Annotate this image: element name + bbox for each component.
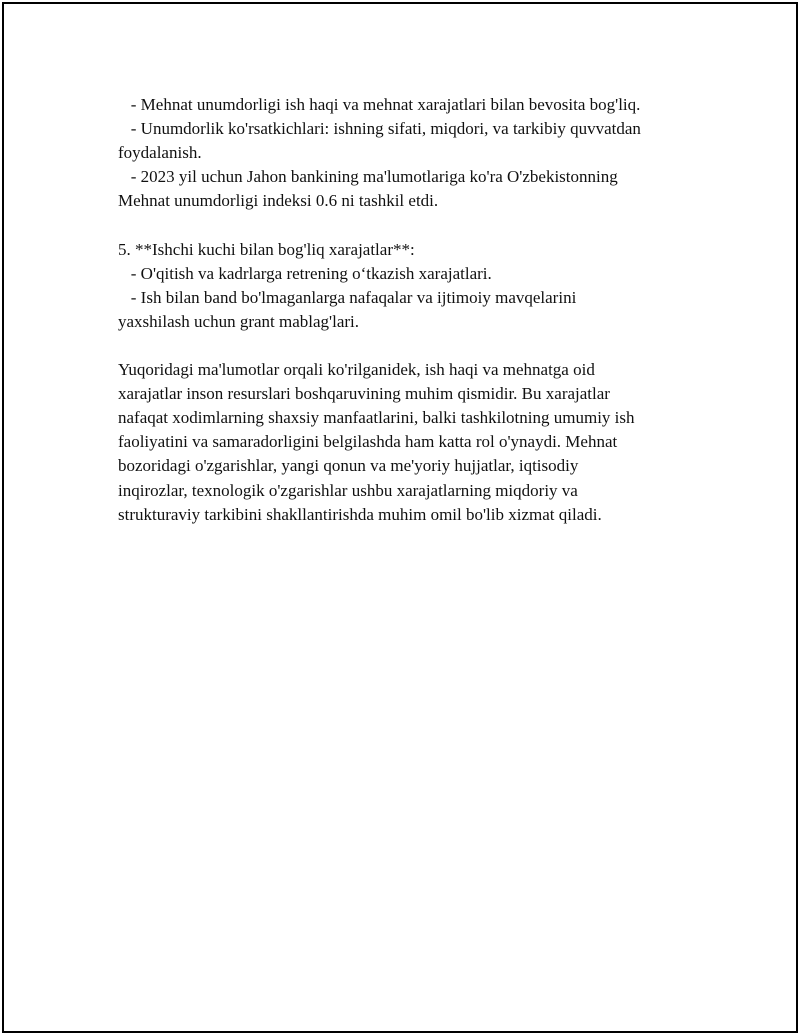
text-line: yaxshilash uchun grant mablag'lari. — [118, 311, 359, 331]
bullet-list-item — [118, 286, 758, 334]
text-line: - Unumdorlik ko'rsatkichlari: ishning sifati, miqdori, va tarkibiy quvvatdan — [118, 119, 641, 139]
conclusion-paragraph — [118, 358, 758, 527]
text-line: - 2023 yil uchun Jahon bankining ma'lumotlariga ko'ra O'zbekistonning — [118, 167, 618, 187]
bullet-list-item — [118, 117, 758, 165]
text-line: foydalanish. — [118, 143, 202, 163]
paragraph-spacer — [118, 334, 758, 358]
text-line: xarajatlar inson resurslari boshqaruvining muhim qismidir. Bu xarajatlar — [118, 384, 610, 404]
intro-bullet-list — [118, 93, 758, 213]
text-line: Mehnat unumdorligi indeksi 0.6 ni tashkil etdi. — [118, 191, 439, 211]
text-line: Yuqoridagi ma'lumotlar orqali ko'rilganidek, ish haqi va mehnatga oid — [118, 360, 595, 380]
text-line: - O'qitish va kadrlarga retrening o‘tkazish xarajatlari. — [118, 263, 492, 283]
text-line: bozoridagi o'zgarishlar, yangi qonun va me'yoriy hujjatlar, iqtisodiy — [118, 456, 579, 476]
text-line: inqirozlar, texnologik o'zgarishlar ushbu xarajatlarning miqdoriy va — [118, 480, 578, 500]
document-body — [118, 93, 758, 527]
bullet-list-item — [118, 165, 758, 213]
section-5 — [118, 238, 758, 334]
text-line: faoliyatini va samaradorligini belgilashda ham katta rol o'ynaydi. Mehnat — [118, 432, 618, 452]
text-line: nafaqat xodimlarning shaxsiy manfaatlarini, balki tashkilotning umumiy ish — [118, 408, 635, 428]
bullet-list-item — [118, 93, 758, 117]
text-line: strukturaviy tarkibini shakllantirishda muhim omil bo'lib xizmat qiladi. — [118, 504, 602, 524]
section-heading: 5. **Ishchi kuchi bilan bog'liq xarajatlar**: — [118, 239, 415, 259]
text-line: - Ish bilan band bo'lmaganlarga nafaqalar va ijtimoiy mavqelarini — [118, 287, 577, 307]
text-line: - Mehnat unumdorligi ish haqi va mehnat xarajatlari bilan bevosita bog'liq. — [118, 95, 641, 114]
bullet-list-item — [118, 262, 758, 286]
paragraph-spacer — [118, 213, 758, 237]
